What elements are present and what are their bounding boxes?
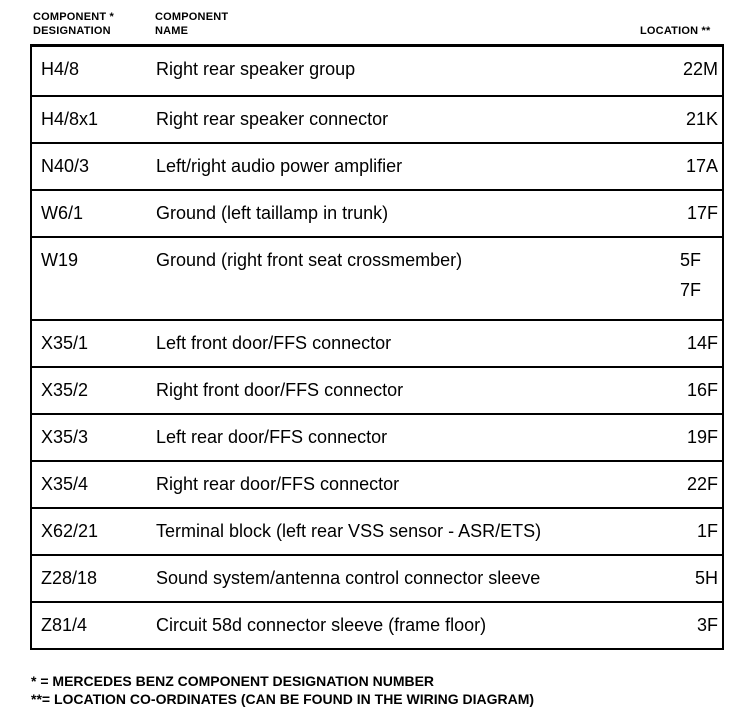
table-row <box>32 319 722 366</box>
location-cell: 5H <box>694 568 718 588</box>
footnote-designation: * = MERCEDES BENZ COMPONENT DESIGNATION NUMBER <box>31 673 435 689</box>
designation-cell: X35/1 <box>41 333 89 353</box>
footnote-location: **= LOCATION CO-ORDINATES (CAN BE FOUND IN THE WIRING DIAGRAM) <box>31 691 535 707</box>
location-line: 7F <box>680 280 702 300</box>
table-row <box>32 507 722 554</box>
table-row <box>32 95 722 142</box>
designation-cell: X35/2 <box>41 380 89 400</box>
name-cell: Left front door/FFS connector <box>156 333 392 353</box>
location-cell: 17F <box>686 203 718 223</box>
table-row <box>32 366 722 413</box>
location-cell: 19F <box>686 427 718 447</box>
designation-cell: N40/3 <box>41 156 90 176</box>
name-cell: Right rear speaker group <box>156 59 356 79</box>
location-cell: 22F <box>686 474 718 494</box>
location-cell: 14F <box>686 333 718 353</box>
header-designation: COMPONENT * DESIGNATION <box>33 11 115 37</box>
header-name: COMPONENT NAME <box>155 11 229 37</box>
designation-cell: X62/21 <box>41 521 99 541</box>
location-line: 5F <box>680 250 702 270</box>
name-cell: Right front door/FFS connector <box>156 380 404 400</box>
table-row <box>32 236 722 319</box>
header-location: LOCATION ** <box>640 25 711 37</box>
name-cell: Left/right audio power amplifier <box>156 156 403 176</box>
table-row <box>32 601 722 648</box>
designation-cell: H4/8 <box>41 59 80 79</box>
name-cell: Sound system/antenna control connector sleeve <box>156 568 541 588</box>
location-cell: 3F <box>696 615 718 635</box>
name-cell: Left rear door/FFS connector <box>156 427 388 447</box>
table-row <box>32 142 722 189</box>
location-cell: 16F <box>686 380 718 400</box>
location-cell: 1F <box>696 521 718 541</box>
location-cell: 22M <box>682 59 718 79</box>
designation-cell: X35/4 <box>41 474 89 494</box>
name-cell: Right rear door/FFS connector <box>156 474 400 494</box>
name-cell: Ground (left taillamp in trunk) <box>156 203 389 223</box>
designation-cell: X35/3 <box>41 427 89 447</box>
table-row <box>32 413 722 460</box>
table-row <box>32 189 722 236</box>
designation-cell: Z28/18 <box>41 568 98 588</box>
location-cell <box>680 249 701 309</box>
name-cell: Right rear speaker connector <box>156 109 389 129</box>
name-cell: Circuit 58d connector sleeve (frame floor) <box>156 615 487 635</box>
designation-cell: W19 <box>41 250 79 270</box>
table-row <box>32 460 722 507</box>
designation-cell: H4/8x1 <box>41 109 99 129</box>
designation-cell: Z81/4 <box>41 615 88 635</box>
name-cell: Ground (right front seat crossmember) <box>156 250 463 270</box>
table-row <box>32 554 722 601</box>
designation-cell: W6/1 <box>41 203 84 223</box>
table-row <box>32 47 722 95</box>
location-cell: 21K <box>685 109 718 129</box>
location-cell: 17A <box>685 156 718 176</box>
name-cell: Terminal block (left rear VSS sensor - ASR/ETS) <box>156 521 542 541</box>
component-table <box>30 44 724 650</box>
